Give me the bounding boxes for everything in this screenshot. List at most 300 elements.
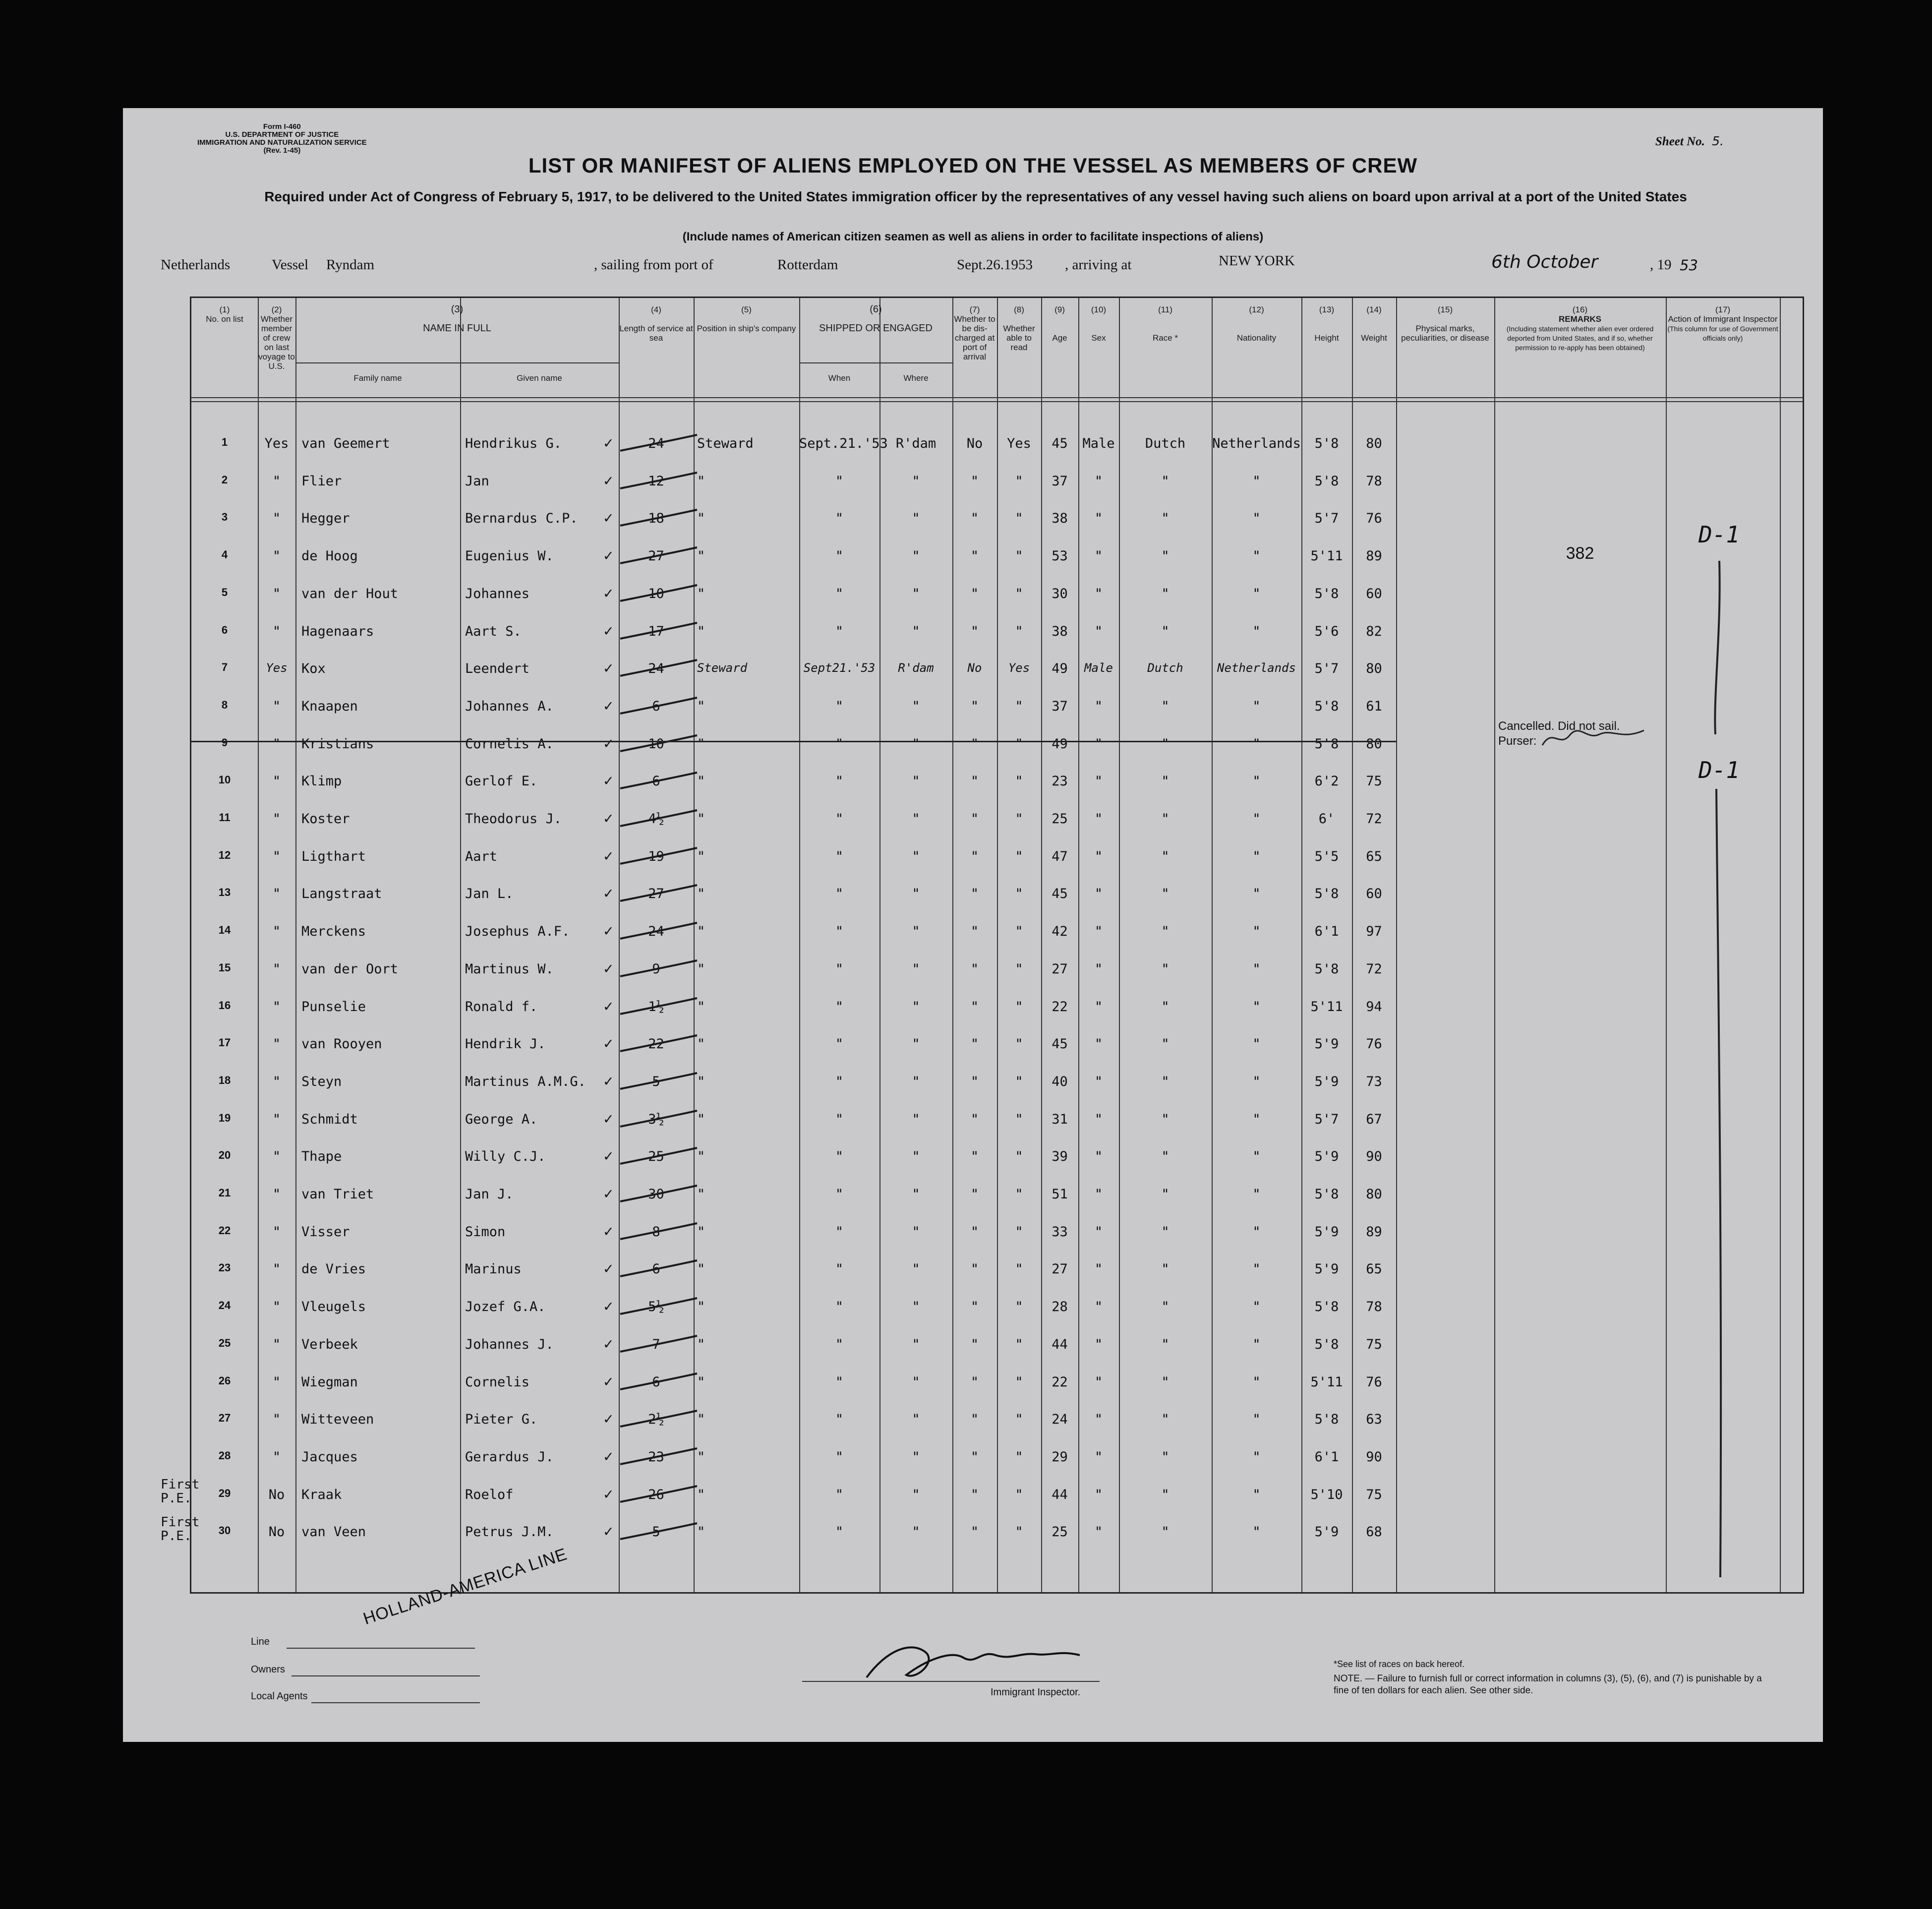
- weight-cell: 80: [1366, 436, 1382, 451]
- age-cell: 44: [1052, 1487, 1068, 1502]
- position-cell: ": [697, 586, 705, 601]
- tick-icon: ✓: [603, 1149, 614, 1165]
- last-voyage-cell: ": [272, 511, 281, 527]
- discharged-cell: ": [970, 1074, 979, 1089]
- shipped-when-cell: ": [835, 1224, 844, 1240]
- shipped-when-cell: ": [835, 1261, 844, 1277]
- service-length-cell: 5: [652, 1074, 660, 1089]
- length-check-stroke: [615, 956, 700, 981]
- weight-cell: 67: [1366, 1111, 1382, 1127]
- vessel-name: Ryndam: [326, 257, 375, 273]
- weight-cell: 90: [1366, 1449, 1382, 1465]
- shipped-where-cell: ": [912, 1374, 920, 1390]
- nationality-cell: ": [1252, 1187, 1261, 1202]
- arrival-port: NEW YORK: [1219, 253, 1295, 269]
- tick-icon: ✓: [603, 1261, 614, 1277]
- last-voyage-cell: ": [272, 1074, 281, 1089]
- service-length-cell: 4½: [648, 811, 664, 827]
- sex-cell: ": [1094, 1449, 1103, 1465]
- row-number: 5: [221, 586, 228, 598]
- shipped-when-cell: ": [835, 848, 844, 864]
- last-voyage-cell: No: [268, 1487, 285, 1502]
- weight-cell: 72: [1366, 811, 1382, 827]
- tick-icon: ✓: [603, 1074, 614, 1089]
- vessel-label: Vessel: [272, 257, 309, 273]
- family-name-cell: Visser: [301, 1224, 350, 1240]
- tick-icon: ✓: [603, 811, 614, 827]
- nationality-cell: ": [1252, 698, 1261, 714]
- position-cell: ": [697, 736, 705, 752]
- family-name-cell: Steyn: [301, 1074, 342, 1089]
- row-number: 19: [218, 1111, 231, 1124]
- able-to-read-cell: ": [1015, 1524, 1023, 1540]
- service-length-cell: 8: [652, 1224, 660, 1240]
- sex-cell: ": [1094, 774, 1103, 789]
- service-length-cell: 9: [652, 961, 660, 977]
- last-voyage-cell: ": [272, 1449, 281, 1465]
- tick-icon: ✓: [603, 1224, 614, 1240]
- weight-cell: 80: [1366, 736, 1382, 752]
- age-cell: 45: [1052, 436, 1068, 451]
- race-cell: ": [1161, 1036, 1170, 1052]
- sheet-number: [1655, 134, 1724, 149]
- shipped-when-cell: ": [835, 1336, 844, 1352]
- length-check-stroke: [615, 1182, 700, 1206]
- given-name-cell: Martinus A.M.G.: [465, 1074, 586, 1089]
- sex-cell: ": [1094, 1224, 1103, 1240]
- discharged-cell: ": [970, 1449, 979, 1465]
- able-to-read-cell: Yes: [1008, 661, 1030, 675]
- height-cell: 5'8: [1314, 1299, 1339, 1315]
- able-to-read-cell: ": [1015, 848, 1023, 864]
- weight-cell: 89: [1366, 1224, 1382, 1240]
- given-name-cell: Pieter G.: [465, 1412, 538, 1428]
- age-cell: 25: [1052, 811, 1068, 827]
- nationality-cell: ": [1252, 1261, 1261, 1277]
- shipped-where-cell: ": [912, 999, 920, 1014]
- action-row7: D-1: [1698, 757, 1740, 783]
- weight-cell: 89: [1366, 548, 1382, 564]
- last-voyage-cell: ": [272, 1412, 281, 1428]
- age-cell: 38: [1052, 511, 1068, 527]
- col13-header: (13) Height: [1314, 305, 1339, 343]
- shipped-where-cell: ": [912, 623, 920, 639]
- given-name-cell: Aart: [465, 848, 498, 864]
- shipped-when-cell: ": [835, 1449, 844, 1465]
- last-voyage-cell: ": [272, 1261, 281, 1277]
- position-cell: Steward: [697, 661, 748, 675]
- nationality-cell: ": [1252, 1374, 1261, 1390]
- race-cell: ": [1161, 1412, 1170, 1428]
- form-service: IMMIGRATION AND NATURALIZATION SERVICE: [197, 138, 367, 147]
- able-to-read-cell: ": [1015, 1299, 1023, 1315]
- last-voyage-cell: ": [272, 1336, 281, 1352]
- last-voyage-cell: ": [272, 774, 281, 789]
- given-name-cell: Jan L.: [465, 886, 514, 902]
- discharged-cell: ": [970, 886, 979, 902]
- nationality-cell: ": [1252, 1224, 1261, 1240]
- age-cell: 45: [1052, 1036, 1068, 1052]
- tick-icon: ✓: [603, 511, 614, 527]
- row-number: 13: [218, 886, 231, 899]
- nationality-cell: ": [1252, 1036, 1261, 1052]
- weight-cell: 75: [1366, 1336, 1382, 1352]
- discharged-cell: ": [970, 999, 979, 1014]
- form-rev: (Rev. 1-45): [263, 146, 301, 155]
- port-label: , sailing from port of: [594, 257, 713, 273]
- length-check-stroke: [615, 1069, 700, 1094]
- given-name-cell: Hendrik J.: [465, 1036, 546, 1052]
- sex-cell: ": [1094, 1412, 1103, 1428]
- tick-icon: ✓: [603, 961, 614, 977]
- age-cell: 51: [1052, 1187, 1068, 1202]
- row-number: 14: [218, 924, 231, 937]
- service-length-cell: 10: [648, 736, 664, 752]
- form-identifier: [197, 123, 367, 155]
- given-name-cell: Leendert: [465, 661, 530, 677]
- length-check-stroke: [615, 881, 700, 906]
- given-name-cell: Gerardus J.: [465, 1449, 554, 1465]
- tick-icon: ✓: [603, 1036, 614, 1052]
- able-to-read-cell: ": [1015, 999, 1023, 1014]
- given-name-cell: Gerlof E.: [465, 774, 538, 789]
- given-name-cell: Willy C.J.: [465, 1149, 546, 1165]
- length-check-stroke: [615, 694, 700, 718]
- nationality-cell: ": [1252, 1487, 1261, 1502]
- discharged-cell: ": [970, 473, 979, 489]
- weight-cell: 80: [1366, 1187, 1382, 1202]
- height-cell: 5'9: [1314, 1036, 1339, 1052]
- sex-cell: ": [1094, 1074, 1103, 1089]
- discharged-cell: ": [970, 1187, 979, 1202]
- family-name-cell: Thape: [301, 1149, 342, 1165]
- sex-cell: ": [1094, 1111, 1103, 1127]
- arrival-year: 53: [1680, 257, 1698, 274]
- arriving-label: , arriving at: [1065, 257, 1132, 273]
- height-cell: 5'7: [1314, 1111, 1339, 1127]
- given-name-cell: Johannes J.: [465, 1336, 554, 1352]
- race-cell: ": [1161, 623, 1170, 639]
- height-cell: 5'8: [1314, 436, 1339, 451]
- position-cell: ": [697, 924, 705, 940]
- nationality-cell: Netherlands: [1212, 436, 1301, 451]
- length-check-stroke: [615, 1370, 700, 1394]
- last-voyage-cell: ": [272, 1036, 281, 1052]
- race-cell: ": [1161, 698, 1170, 714]
- race-cell: ": [1161, 999, 1170, 1014]
- race-cell: ": [1161, 1374, 1170, 1390]
- last-voyage-cell: ": [272, 736, 281, 752]
- row-number: 24: [218, 1299, 231, 1312]
- family-name-cell: Hegger: [301, 511, 350, 527]
- height-cell: 5'11: [1310, 999, 1343, 1014]
- shipped-where-cell: ": [912, 886, 920, 902]
- sex-cell: ": [1094, 1261, 1103, 1277]
- shipped-when-cell: ": [835, 886, 844, 902]
- col9-header: (9) Age: [1052, 305, 1067, 343]
- sex-cell: ": [1094, 1299, 1103, 1315]
- position-cell: ": [697, 886, 705, 902]
- given-name-cell: Jan J.: [465, 1187, 514, 1202]
- purser-label: Purser:: [1498, 734, 1537, 748]
- col10-header: (10) Sex: [1091, 305, 1107, 343]
- nationality-cell: ": [1252, 961, 1261, 977]
- col11-header: (11) Race *: [1152, 305, 1178, 343]
- given-name-cell: Aart S.: [465, 623, 522, 639]
- service-length-cell: 12: [648, 473, 664, 489]
- age-cell: 24: [1052, 1412, 1068, 1428]
- able-to-read-cell: ": [1015, 698, 1023, 714]
- sex-cell: ": [1094, 1336, 1103, 1352]
- service-length-cell: 25: [648, 1149, 664, 1165]
- row-number: 18: [218, 1074, 231, 1086]
- length-check-stroke: [615, 543, 700, 568]
- sheet-number-label: Sheet No.: [1655, 135, 1705, 148]
- col8-header: (8) Whether able to read: [1003, 305, 1035, 352]
- family-name-cell: Knaapen: [301, 698, 358, 714]
- row-number: 2: [221, 473, 228, 486]
- discharged-cell: ": [970, 1299, 979, 1315]
- discharged-cell: ": [970, 698, 979, 714]
- age-cell: 37: [1052, 473, 1068, 489]
- tick-icon: ✓: [603, 623, 614, 639]
- last-voyage-cell: Yes: [266, 661, 288, 675]
- able-to-read-cell: ": [1015, 1074, 1023, 1089]
- race-cell: ": [1161, 1299, 1170, 1315]
- given-name-cell: Ronald f.: [465, 999, 538, 1014]
- discharged-cell: ": [970, 1149, 979, 1165]
- service-length-cell: 6: [652, 1261, 660, 1277]
- service-length-cell: 22: [648, 1036, 664, 1052]
- shipped-when-cell: Sept21.'53: [803, 661, 876, 675]
- age-cell: 40: [1052, 1074, 1068, 1089]
- sex-cell: Male: [1084, 661, 1113, 675]
- row-number: 20: [218, 1149, 231, 1162]
- shipped-where-cell: ": [912, 811, 920, 827]
- race-cell: ": [1161, 473, 1170, 489]
- race-cell: Dutch: [1145, 436, 1186, 451]
- age-cell: 49: [1052, 736, 1068, 752]
- shipped-when-cell: ": [835, 961, 844, 977]
- family-name-cell: de Hoog: [301, 548, 358, 564]
- length-check-stroke: [615, 844, 700, 869]
- discharged-cell: ": [970, 1524, 979, 1540]
- row-number: 11: [219, 811, 231, 824]
- tick-icon: ✓: [603, 1336, 614, 1352]
- height-cell: 5'9: [1314, 1261, 1339, 1277]
- position-cell: ": [697, 1149, 705, 1165]
- nationality-cell: ": [1252, 1336, 1261, 1352]
- position-cell: ": [697, 811, 705, 827]
- discharged-cell: ": [970, 1261, 979, 1277]
- tick-icon: ✓: [603, 1374, 614, 1390]
- sex-cell: ": [1094, 1036, 1103, 1052]
- row-number: 6: [221, 623, 228, 636]
- weight-cell: 75: [1366, 774, 1382, 789]
- family-name-cell: van Rooyen: [301, 1036, 382, 1052]
- service-length-cell: 10: [648, 586, 664, 601]
- position-cell: ": [697, 473, 705, 489]
- position-cell: ": [697, 1487, 705, 1502]
- col1-header: (1) No. on list: [206, 305, 243, 324]
- fine-note: NOTE. — Failure to furnish full or correct information in columns (3), (5), (6), and (7) is punishable by a fine of ten dollars for each alien. See other side.: [1334, 1673, 1762, 1696]
- age-cell: 38: [1052, 623, 1068, 639]
- able-to-read-cell: ": [1015, 924, 1023, 940]
- crew-table: [190, 297, 1804, 1594]
- weight-cell: 60: [1366, 586, 1382, 601]
- service-length-cell: 5½: [648, 1299, 664, 1315]
- race-cell: ": [1161, 1487, 1170, 1502]
- height-cell: 5'7: [1314, 661, 1339, 677]
- col4-header: (4) Length of service at sea: [619, 305, 693, 343]
- length-check-stroke: [615, 1219, 700, 1244]
- shipped-where-cell: ": [912, 1524, 920, 1540]
- service-length-cell: 7: [652, 1336, 660, 1352]
- shipped-when-cell: ": [835, 1412, 844, 1428]
- race-cell: ": [1161, 811, 1170, 827]
- weight-cell: 76: [1366, 1374, 1382, 1390]
- age-cell: 27: [1052, 961, 1068, 977]
- length-check-stroke: [615, 806, 700, 831]
- row-number: 28: [218, 1449, 231, 1462]
- shipped-where-cell: ": [912, 774, 920, 789]
- remark-row1: 382: [1566, 544, 1594, 563]
- shipped-when-cell: ": [835, 1374, 844, 1390]
- length-check-stroke: [615, 1256, 700, 1281]
- weight-cell: 68: [1366, 1524, 1382, 1540]
- height-cell: 6'1: [1314, 1449, 1339, 1465]
- weight-cell: 65: [1366, 848, 1382, 864]
- given-name-cell: George A.: [465, 1111, 538, 1127]
- nationality-cell: ": [1252, 848, 1261, 864]
- race-cell: ": [1161, 736, 1170, 752]
- tick-icon: ✓: [603, 736, 614, 752]
- given-name-cell: Roelof: [465, 1487, 514, 1502]
- col16-header: (16) REMARKS (Including statement whether alien ever ordered deported from United States, and if so, whether permission to re-apply has been obtained): [1506, 305, 1654, 352]
- tick-icon: ✓: [603, 436, 614, 451]
- family-name-cell: van Triet: [301, 1187, 374, 1202]
- able-to-read-cell: ": [1015, 1374, 1023, 1390]
- col15-header: (15) Physical marks, peculiarities, or disease: [1401, 305, 1489, 343]
- form-dept: U.S. DEPARTMENT OF JUSTICE: [225, 130, 339, 139]
- given-name-cell: Josephus A.F.: [465, 924, 570, 940]
- service-length-cell: 27: [648, 886, 664, 902]
- height-cell: 5'9: [1314, 1524, 1339, 1540]
- nationality-cell: ": [1252, 999, 1261, 1014]
- able-to-read-cell: ": [1015, 811, 1023, 827]
- shipped-when-cell: ": [835, 774, 844, 789]
- given-name-cell: Martinus W.: [465, 961, 554, 977]
- shipped-where-cell: R'dam: [895, 436, 937, 451]
- given-name-cell: Johannes A.: [465, 698, 554, 714]
- length-check-stroke: [615, 1107, 700, 1132]
- vessel-flag: Netherlands: [161, 257, 231, 273]
- family-name-cell: Flier: [301, 473, 342, 489]
- sex-cell: ": [1094, 848, 1103, 864]
- age-cell: 23: [1052, 774, 1068, 789]
- length-check-stroke: [615, 619, 700, 644]
- length-check-stroke: [615, 1407, 700, 1432]
- manifest-sheet: [123, 108, 1823, 1742]
- position-cell: ": [697, 1111, 705, 1127]
- nationality-cell: ": [1252, 1149, 1261, 1165]
- discharged-cell: ": [970, 736, 979, 752]
- length-check-stroke: [615, 469, 700, 493]
- shipped-where-cell: ": [912, 1487, 920, 1502]
- service-length-cell: 5: [652, 1524, 660, 1540]
- shipped-where-cell: ": [912, 1074, 920, 1089]
- weight-cell: 82: [1366, 623, 1382, 639]
- shipped-where-cell: ": [912, 548, 920, 564]
- shipped-when-cell: ": [835, 1036, 844, 1052]
- row-number: 16: [218, 999, 231, 1012]
- length-check-stroke: [615, 731, 700, 756]
- position-cell: ": [697, 1374, 705, 1390]
- row-number: 1: [221, 436, 228, 448]
- sex-cell: ": [1094, 1524, 1103, 1540]
- discharged-cell: ": [970, 586, 979, 601]
- sex-cell: ": [1094, 586, 1103, 601]
- nationality-cell: ": [1252, 473, 1261, 489]
- height-cell: 5'9: [1314, 1074, 1339, 1089]
- able-to-read-cell: ": [1015, 736, 1023, 752]
- row-number: 29: [218, 1487, 231, 1499]
- departure-date: Sept.26.1953: [957, 257, 1033, 273]
- given-name-cell: Cornelis: [465, 1374, 530, 1390]
- shipped-when-cell: ": [835, 1299, 844, 1315]
- race-cell: ": [1161, 1149, 1170, 1165]
- position-cell: ": [697, 848, 705, 864]
- length-check-stroke: [615, 581, 700, 606]
- arrival-year-prefix: , 19: [1650, 257, 1672, 273]
- tick-icon: ✓: [603, 886, 614, 902]
- row-number: 12: [218, 848, 231, 861]
- nationality-cell: ": [1252, 1412, 1261, 1428]
- shipped-when-cell: ": [835, 1187, 844, 1202]
- weight-cell: 90: [1366, 1149, 1382, 1165]
- position-cell: ": [697, 999, 705, 1014]
- shipped-when-cell: ": [835, 623, 844, 639]
- height-cell: 5'8: [1314, 698, 1339, 714]
- first-pe-label-30: First P.E.: [161, 1515, 200, 1544]
- service-length-cell: 24: [648, 924, 664, 940]
- given-name-cell: Petrus J.M.: [465, 1524, 554, 1540]
- page-subtitle: Required under Act of Congress of February 5, 1917, to be delivered to the United States immigration officer by the representatives of any vessel having such aliens on board upon arrival at a port of the United States: [264, 189, 1687, 204]
- length-check-stroke: [615, 769, 700, 793]
- col7-header: (7) Whether to be dis-charged at port of arrival: [954, 305, 995, 361]
- position-cell: ": [697, 1524, 705, 1540]
- nationality-cell: ": [1252, 586, 1261, 601]
- age-cell: 25: [1052, 1524, 1068, 1540]
- shipped-where-cell: ": [912, 736, 920, 752]
- shipped-where-cell: R'dam: [898, 661, 934, 675]
- weight-cell: 94: [1366, 999, 1382, 1014]
- shipped-when-cell: ": [835, 1074, 844, 1089]
- shipped-when-cell: ": [835, 811, 844, 827]
- col6-when-header: When: [828, 373, 851, 383]
- position-cell: ": [697, 623, 705, 639]
- able-to-read-cell: ": [1015, 1449, 1023, 1465]
- height-cell: 6': [1318, 811, 1335, 827]
- discharged-cell: ": [970, 623, 979, 639]
- discharged-cell: ": [970, 1374, 979, 1390]
- given-name-cell: Marinus: [465, 1261, 522, 1277]
- discharged-cell: ": [970, 1036, 979, 1052]
- age-cell: 33: [1052, 1224, 1068, 1240]
- position-cell: ": [697, 1412, 705, 1428]
- tick-icon: ✓: [603, 774, 614, 789]
- shipped-where-cell: ": [912, 961, 920, 977]
